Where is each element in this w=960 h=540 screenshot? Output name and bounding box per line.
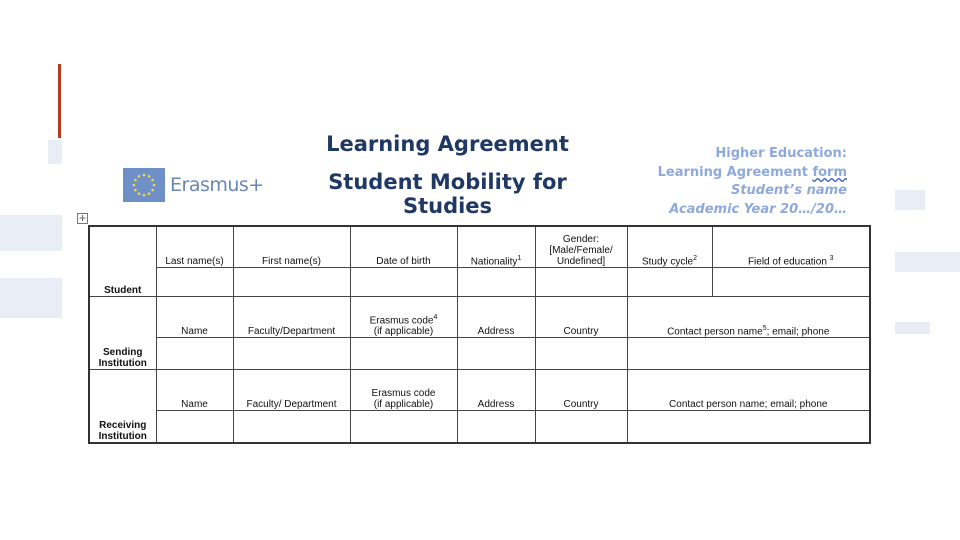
sending-country-input-cell[interactable] (535, 338, 627, 370)
receiving-faculty-header (233, 370, 350, 411)
sending-header-row (89, 297, 870, 338)
gender-label-2: [Male/Female/ (549, 245, 613, 256)
receiving-header-row (89, 370, 870, 411)
last-name-label: Last name(s) (165, 256, 224, 267)
receiving-erasmus-label-2: (if applicable) (373, 399, 434, 410)
gender-label-3: Undefined] (556, 256, 606, 267)
dob-header (350, 226, 457, 268)
nationality-input-cell[interactable] (457, 268, 535, 297)
nationality-header (457, 226, 535, 268)
learning-agreement-table (88, 225, 871, 444)
sending-name-header (156, 297, 233, 338)
receiving-country-input-cell[interactable] (535, 411, 627, 443)
sending-contact-header (627, 297, 870, 338)
dob-input-cell[interactable] (350, 268, 457, 297)
field-input-cell[interactable] (712, 268, 870, 297)
header-right-line1: Higher Education: (715, 146, 847, 161)
field-label: Field of education (747, 256, 830, 267)
bg-decoration (895, 190, 925, 210)
sending-contact-label-rest: ; email; phone (766, 326, 830, 337)
sending-erasmus-header (350, 297, 457, 338)
receiving-erasmus-header (350, 370, 457, 411)
first-name-header (233, 226, 350, 268)
header-right-line2 (658, 165, 847, 180)
student-header-row (89, 226, 870, 268)
receiving-contact-input-cell[interactable] (627, 411, 870, 443)
receiving-address-header (457, 370, 535, 411)
document-title: Learning Agreement (326, 132, 569, 156)
document-subtitle: Student Mobility for Studies (328, 170, 567, 218)
sending-country-label: Country (563, 326, 599, 337)
header-right-line4: Academic Year 20…/20… (669, 202, 847, 217)
first-name-label: First name(s) (262, 256, 321, 267)
sending-label-2: Institution (98, 358, 147, 369)
sending-address-input-cell[interactable] (457, 338, 535, 370)
student-label: Student (104, 285, 142, 296)
first-name-input-cell[interactable] (233, 268, 350, 297)
sending-name-label: Name (181, 326, 208, 337)
receiving-address-label: Address (477, 399, 515, 410)
student-label-cell (89, 226, 156, 297)
footnote-4: 4 (433, 313, 438, 321)
receiving-contact-label: Contact person name; email; phone (669, 399, 828, 410)
receiving-country-label: Country (563, 399, 599, 410)
study-cycle-label: Study cycle (641, 256, 694, 267)
sending-erasmus-label-1: Erasmus code (369, 315, 434, 326)
gender-input-cell[interactable] (535, 268, 627, 297)
header-right-line3: Student’s name (730, 183, 847, 198)
sending-contact-input-cell[interactable] (627, 338, 870, 370)
dob-label: Date of birth (376, 256, 431, 267)
nationality-label: Nationality (470, 256, 518, 267)
sending-name-input-cell[interactable] (156, 338, 233, 370)
sending-country-header (535, 297, 627, 338)
receiving-erasmus-label-1: Erasmus code (371, 388, 436, 399)
sending-address-header (457, 297, 535, 338)
sending-input-row (89, 338, 870, 370)
sending-erasmus-input-cell[interactable] (350, 338, 457, 370)
header-right-line2-text: Learning Agreement (657, 165, 813, 180)
sending-faculty-header (233, 297, 350, 338)
logo-text: Erasmus+ (170, 174, 264, 196)
receiving-country-header (535, 370, 627, 411)
receiving-erasmus-input-cell[interactable] (350, 411, 457, 443)
footnote-5: 5 (762, 324, 767, 332)
sending-label-1: Sending (103, 347, 143, 358)
study-cycle-header (627, 226, 712, 268)
table-move-handle-icon[interactable]: ✛ (77, 213, 88, 224)
receiving-label-1: Receiving (99, 419, 147, 431)
sending-label-cell (89, 297, 156, 370)
footnote-3: 3 (829, 254, 834, 262)
footnote-2: 2 (693, 254, 698, 262)
receiving-label-2: Institution (98, 430, 147, 442)
bg-decoration (0, 215, 62, 251)
footnote-1: 1 (517, 254, 522, 262)
sending-contact-label: Contact person name (667, 326, 763, 337)
receiving-address-input-cell[interactable] (457, 411, 535, 443)
last-name-header (156, 226, 233, 268)
study-cycle-input-cell[interactable] (627, 268, 712, 297)
receiving-contact-header (627, 370, 870, 411)
receiving-faculty-input-cell[interactable] (233, 411, 350, 443)
eu-flag-icon (123, 168, 165, 202)
bg-decoration (895, 252, 960, 272)
erasmus-logo (123, 168, 264, 202)
gender-header (535, 226, 627, 268)
receiving-name-header (156, 370, 233, 411)
bg-decoration (0, 278, 62, 318)
sending-faculty-label: Faculty/Department (247, 326, 336, 337)
bg-decoration (48, 140, 62, 164)
field-header (712, 226, 870, 268)
bg-decoration (895, 322, 930, 334)
receiving-faculty-label: Faculty/ Department (246, 399, 337, 410)
student-input-row (89, 268, 870, 297)
sending-address-label: Address (477, 326, 515, 337)
sending-erasmus-label-2: (if applicable) (373, 326, 434, 337)
receiving-input-row (89, 411, 870, 443)
spellcheck-word: form (812, 165, 847, 180)
last-name-input-cell[interactable] (156, 268, 233, 297)
gender-label-1: Gender: (562, 234, 600, 245)
slide-accent-bar (58, 64, 61, 138)
receiving-name-input-cell[interactable] (156, 411, 233, 443)
receiving-name-label: Name (181, 399, 208, 410)
receiving-label-cell (89, 370, 156, 443)
sending-faculty-input-cell[interactable] (233, 338, 350, 370)
